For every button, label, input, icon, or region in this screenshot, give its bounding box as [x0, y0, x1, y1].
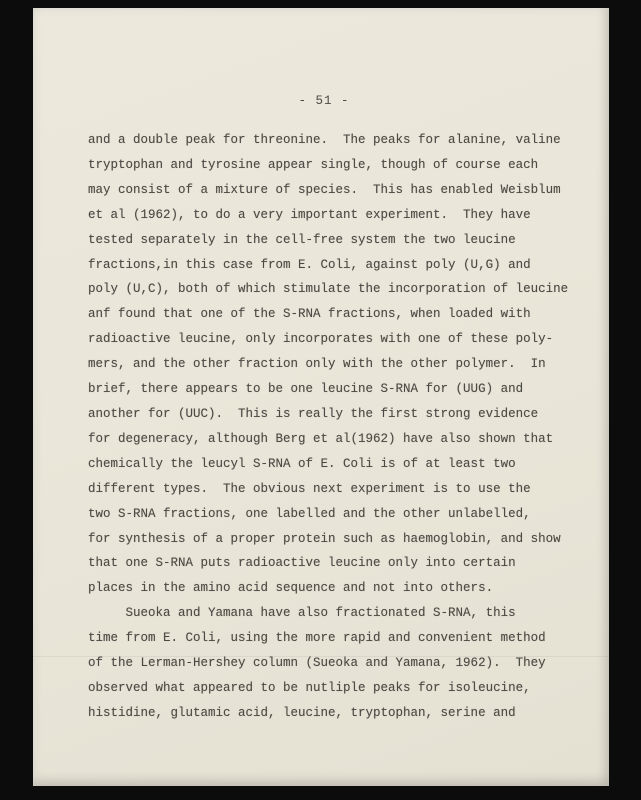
text-line: anf found that one of the S-RNA fractions, when loaded with: [88, 307, 531, 322]
text-line: radioactive leucine, only incorporates with one of these poly-: [88, 332, 554, 347]
text-line: two S-RNA fractions, one labelled and the other unlabelled,: [88, 506, 531, 521]
paper-sheet: [33, 8, 609, 786]
text-line: for degeneracy, although Berg et al(1962) have also shown that: [88, 431, 554, 446]
paper-crease: [33, 656, 609, 657]
text-line: may consist of a mixture of species. This has enabled Weisblum: [88, 182, 561, 197]
text-line: time from E. Coli, using the more rapid and convenient method: [88, 631, 546, 646]
text-line: et al (1962), to do a very important experiment. They have: [88, 207, 531, 222]
text-line: fractions,in this case from E. Coli, against poly (U,G) and: [88, 257, 531, 272]
text-line: chemically the leucyl S-RNA of E. Coli is of at least two: [88, 456, 516, 471]
text-line: Sueoka and Yamana have also fractionated S-RNA, this: [88, 606, 516, 621]
text-line: histidine, glutamic acid, leucine, tryptophan, serine and: [88, 705, 516, 720]
text-line: observed what appeared to be nutliple peaks for isoleucine,: [88, 680, 531, 695]
text-line: of the Lerman-Hershey column (Sueoka and Yamana, 1962). They: [88, 656, 546, 671]
text-line: tested separately in the cell-free system the two leucine: [88, 232, 516, 247]
text-line: places in the amino acid sequence and not into others.: [88, 581, 494, 596]
text-line: tryptophan and tyrosine appear single, though of course each: [88, 157, 539, 172]
text-line: mers, and the other fraction only with the other polymer. In: [88, 357, 546, 372]
text-line: for synthesis of a proper protein such as haemoglobin, and show: [88, 531, 561, 546]
text-line: and a double peak for threonine. The peaks for alanine, valine: [88, 133, 561, 147]
body-text: [88, 128, 568, 726]
text-line: poly (U,C), both of which stimulate the incorporation of leucine: [88, 282, 569, 297]
text-line: different types. The obvious next experiment is to use the: [88, 481, 531, 496]
text-line: brief, there appears to be one leucine S-RNA for (UUG) and: [88, 382, 524, 397]
text-line: that one S-RNA puts radioactive leucine only into certain: [88, 556, 516, 571]
page-number: - 51 -: [298, 94, 350, 108]
text-line: another for (UUC). This is really the first strong evidence: [88, 406, 539, 421]
